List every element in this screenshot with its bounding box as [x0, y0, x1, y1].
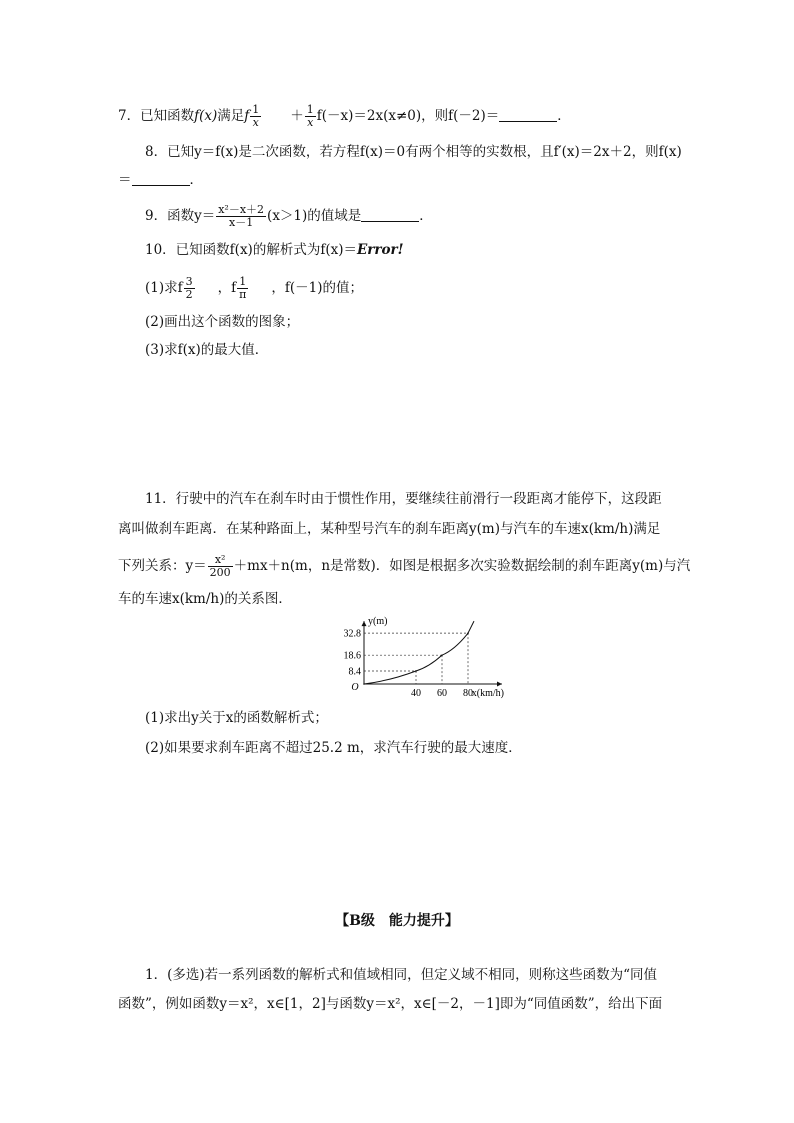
braking-distance-chart: [330, 612, 504, 700]
data-point-0: [363, 683, 365, 685]
question-9: 9．函数y＝ $\frac{\text{x²－x＋2}}{x-1}$ (x＞1)的值域是 ．: [145, 203, 433, 229]
x-tick-label-3: 80: [463, 688, 473, 699]
answer-blank-q9: [361, 207, 419, 222]
question-10-part-1: (1)求f $\frac{3}{2}$ ，f $\frac{1}{\pi}$ ，f(－1)的值；: [145, 275, 363, 301]
question-10-part-3: (3)求f(x)的最大值．: [145, 342, 269, 358]
x-axis-arrow: [497, 682, 502, 687]
question-10-stem: 10．已知函数f(x)的解析式为f(x)＝Error!: [145, 242, 404, 258]
question-11-line-1: 11．行驶中的汽车在刹车时由于惯性作用，要继续往前滑行一段距离才能停下，这段距: [145, 491, 662, 507]
error-text: Error!: [356, 242, 404, 258]
fraction-3-over-2: $\frac{3}{2}$: [185, 275, 193, 301]
origin-label: O: [351, 682, 359, 693]
answer-blank-q8: [132, 171, 190, 186]
fraction-1-over-x-2: $\frac{1}{x}$: [306, 103, 314, 129]
data-point-3: [467, 632, 469, 634]
question-8-line-1: 8．已知y＝f(x)是二次函数，若方程f(x)＝0有两个相等的实数根，且f′(x)＝2x＋2，则f(x): [145, 144, 682, 160]
question-7: 7．已知函数f(x)满足f $\frac{1}{x}$ ＋ $\frac{1}{x}$ f(－x)＝2x(x≠0)，则f(－2)＝ ．: [118, 103, 571, 129]
data-point-2: [441, 654, 443, 656]
y-axis-label: y(m): [368, 616, 388, 627]
answer-blank-q7: [499, 107, 557, 122]
x-axis-label: x(km/h): [471, 688, 504, 699]
question-11-line-3: 下列关系：y＝ $\frac{\text{x²}}{200}$ ＋mx＋n(m，n是常数)．如图是根据多次实验数据绘制的刹车距离y(m)与汽: [118, 553, 691, 579]
fraction-1-over-pi: $\frac{1}{\pi}$: [239, 275, 247, 301]
question-11-line-4: 车的车速x(km/h)的关系图．: [118, 591, 292, 607]
question-11-part-2: (2)如果要求刹车距离不超过25.2 m，求汽车行驶的最大速度．: [145, 740, 522, 756]
question-11-part-1: (1)求出y关于x的函数解析式；: [145, 710, 328, 726]
question-8-line-2: ＝ ．: [118, 172, 203, 188]
y-tick-label-1: 8.4: [348, 666, 361, 678]
data-point-1: [415, 670, 417, 672]
section-b-title: 【B级 能力提升】: [335, 913, 459, 929]
fraction-x2-over-200: $\frac{\text{x²}}{200}$: [209, 553, 231, 579]
y-axis-arrow: [362, 621, 367, 626]
x-tick-label-2: 60: [437, 688, 447, 699]
section-b-question-1-line-1: 1．(多选)若一系列函数的解析式和值域相同，但定义域不相同，则称这些函数为“同值: [145, 967, 658, 983]
question-10-part-2: (2)画出这个函数的图象；: [145, 314, 300, 330]
question-11-line-2: 离叫做刹车距离．在某种路面上，某种型号汽车的刹车距离y(m)与汽车的车速x(km/h)满足: [118, 521, 661, 537]
fraction-1-over-x: $\frac{1}{x}$: [252, 103, 260, 129]
y-tick-label-3: 32.8: [343, 628, 361, 640]
section-b-question-1-line-2: 函数”，例如函数y＝x²，x∈[1，2]与函数y＝x²，x∈[－2，－1]即为“同值函数”，给出下面: [118, 996, 663, 1012]
fraction-q9: $\frac{\text{x²－x＋2}}{x-1}$: [218, 203, 265, 229]
y-tick-label-2: 18.6: [343, 650, 361, 662]
data-curve: [364, 621, 474, 684]
x-tick-label-1: 40: [411, 688, 421, 699]
